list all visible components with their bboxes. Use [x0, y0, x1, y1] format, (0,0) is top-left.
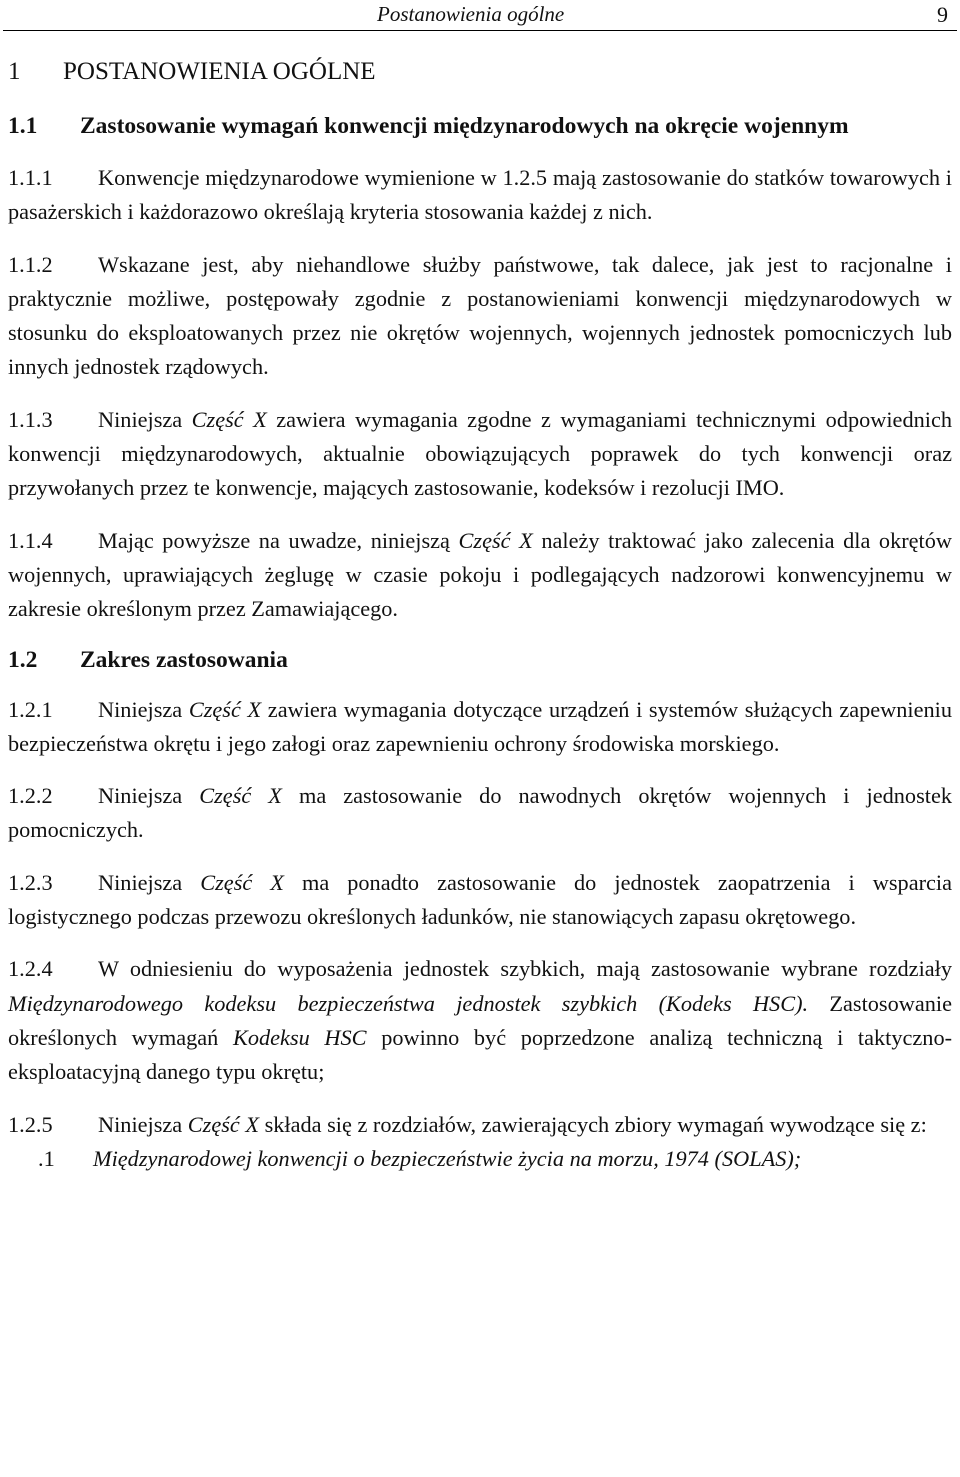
chapter-title: POSTANOWIENIA OGÓLNE [63, 58, 376, 85]
paragraph-number: 1.2.4 [8, 956, 53, 982]
paragraph-text-cont: ma zastosowanie do nawodnych okrętów wojennych i jednostek pomocniczych. [8, 783, 952, 843]
paragraph-1-1-4 [8, 524, 952, 627]
paragraph-number: 1.2.3 [8, 869, 53, 895]
section-number: 1.1 [8, 113, 38, 139]
document-body [8, 52, 952, 1176]
chapter-number: 1 [8, 58, 21, 85]
paragraph-text: Wskazane jest, aby niehandlowe służby państwowe, tak dalece, jak jest to racjonalne i praktycznie możliwe, postępowały zgodnie z postanowieniami konwencji międzynarodowych w stosunku do eksploatowanych przez nie okrętów wojennych, wojennych jednostek pomocniczych lub innych jednostek rządowych. [8, 251, 952, 380]
paragraph-1-2-4 [8, 952, 952, 1089]
paragraph-text-cont: składa się z rozdziałów, zawierających zbiory wymagań wywodzące się z: [259, 1111, 927, 1137]
part-reference: Część X [187, 1111, 259, 1137]
paragraph-1-1-2 [8, 248, 952, 385]
paragraph-text-cont: zawiera wymagania dotyczące urządzeń i systemów służących zapewnieniu bezpieczeństwa okrętu i jego załogi oraz zapewnieniu ochrony środowiska morskiego. [8, 696, 952, 756]
paragraph-number: 1.2.5 [8, 1111, 53, 1137]
paragraph-number: 1.2.1 [8, 696, 53, 722]
paragraph-1-2-2 [8, 779, 952, 848]
paragraph-1-2-5 [8, 1108, 952, 1142]
list-item-number: .1 [38, 1145, 55, 1171]
paragraph-text-cont: ma ponadto zastosowanie do jednostek zaopatrzenia i wsparcia logistycznego podczas przewozu określonych ładunków, nie stanowiących zapasu okrętowego. [8, 869, 953, 930]
part-reference: Część X [188, 696, 262, 722]
part-reference: Część X [191, 406, 267, 432]
paragraph-text: Konwencje międzynarodowe wymienione w 1.2.5 mają zastosowanie do statków towarowych i pasażerskich i każdorazowo określają kryteria stosowania każdej z nich. [8, 165, 952, 225]
section-number: 1.2 [8, 646, 38, 673]
running-header-title: Postanowienia ogólne [377, 2, 565, 26]
section-heading-1-2 [8, 643, 952, 677]
section-title: Zakres zastosowania [80, 646, 288, 673]
part-reference: Część X [199, 783, 282, 809]
paragraph-1-1-1 [8, 161, 952, 230]
paragraph-text-cont: powinno być poprzedzone analizą techniczną i taktyczno-eksploatacyjną danego typu okrętu; [8, 1024, 953, 1085]
paragraph-text: Mając powyższe na uwadze, niniejszą [98, 527, 459, 553]
paragraph-number: 1.1.2 [8, 251, 53, 277]
paragraph-text: Niniejsza [98, 1111, 188, 1137]
paragraph-1-2-1 [8, 693, 952, 762]
paragraph-number: 1.2.2 [8, 783, 53, 809]
paragraph-1-1-3 [8, 403, 952, 506]
paragraph-number: 1.1.4 [8, 527, 53, 553]
part-reference: Część X [458, 527, 533, 553]
paragraph-text-mid: Zastosowanie określonych wymagań [8, 990, 952, 1050]
hsc-code-title: Międzynarodowego kodeksu bezpieczeństwa jednostek szybkich (Kodeks HSC). [8, 990, 809, 1016]
paragraph-number: 1.1.1 [8, 165, 53, 190]
paragraph-text: Niniejsza [98, 406, 192, 432]
chapter-heading [8, 55, 952, 89]
paragraph-text: Niniejsza [98, 696, 189, 722]
hsc-code-reference: Kodeksu HSC [232, 1024, 367, 1050]
paragraph-text: Niniejsza [98, 869, 201, 895]
paragraph-text-cont: należy traktować jako zalecenia dla okrętów wojennych, uprawiających żeglugę w czasie pokoju i podlegających nadzorowi konwencyjnemu w zakresie określonym przez Zamawiającego. [8, 527, 952, 622]
paragraph-text: W odniesieniu do wyposażenia jednostek szybkich, mają zastosowanie wybrane rozdziały [98, 956, 952, 982]
header-rule [3, 30, 957, 31]
paragraph-text-cont: zawiera wymagania zgodne z wymaganiami technicznymi odpowiednich konwencji międzynarodowych, aktualnie obowiązujących poprawek do tych konwencji oraz przywołanych przez te konwencje, mających zastosowanie, kodeksów i rezolucji IMO. [8, 406, 952, 501]
page-header [0, 0, 960, 32]
paragraph-1-2-3 [8, 866, 952, 935]
paragraph-text: Niniejsza [98, 783, 200, 809]
list-item-text: Międzynarodowej konwencji o bezpieczeństwie życia na morzu, 1974 (SOLAS); [93, 1145, 802, 1171]
paragraph-number: 1.1.3 [8, 406, 53, 432]
section-title: Zastosowanie wymagań konwencji międzynarodowych na okręcie wojennym [80, 113, 849, 139]
section-heading-1-1 [8, 109, 952, 143]
part-reference: Część X [200, 869, 284, 895]
page-number: 9 [937, 2, 948, 27]
list-item [38, 1142, 952, 1176]
